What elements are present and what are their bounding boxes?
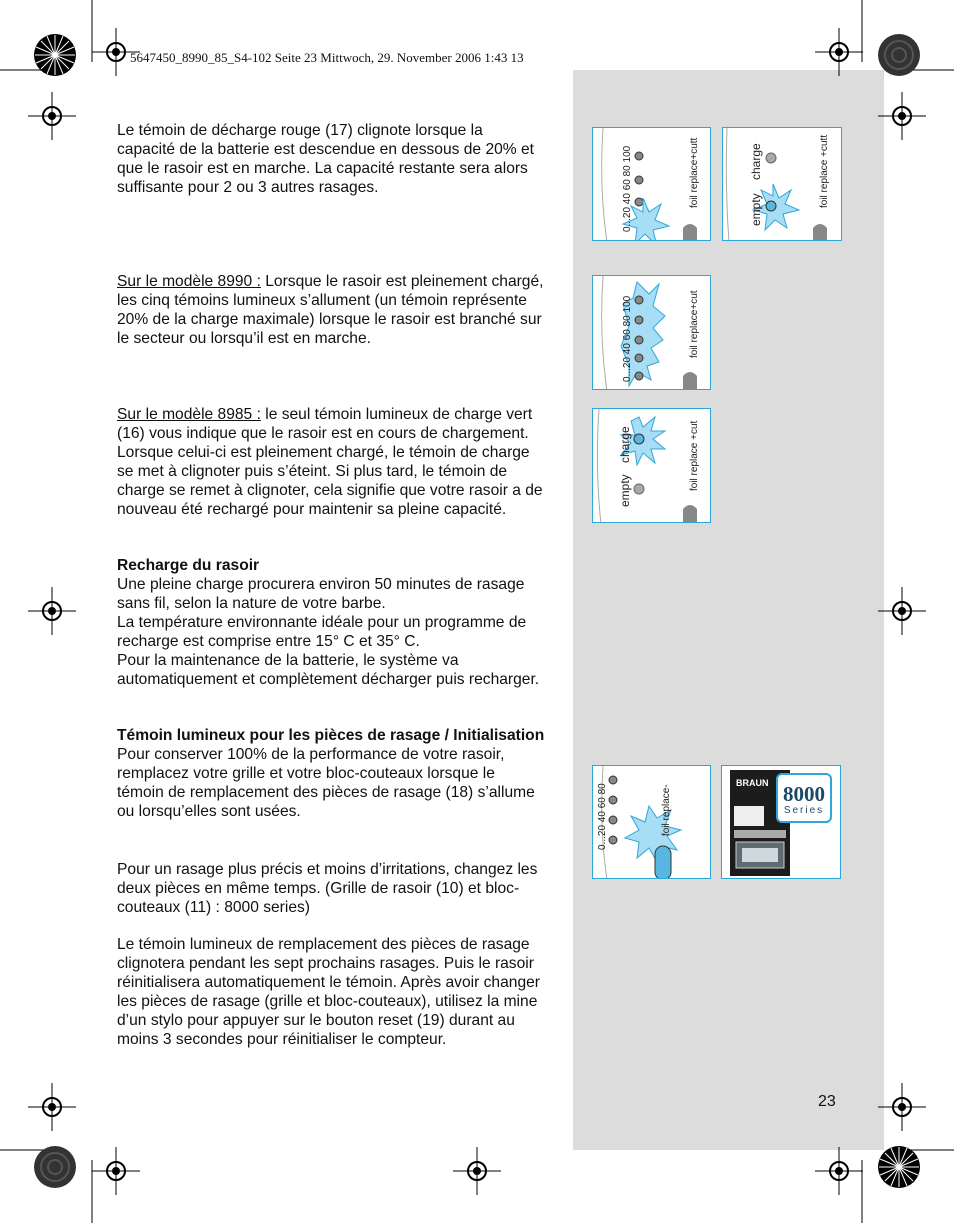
print-info-header: 5647450_8990_85_S4-102 Seite 23 Mittwoch, 29. November 2006 1:43 13 — [130, 50, 524, 65]
paragraph-model-8990: Sur le modèle 8990 : Lorsque le rasoir est pleinement chargé, les cinq témoins lumineux s’allument (un témoin représente 20% de la charge maximale) lorsque le rasoir est branché sur le secteur ou lorsqu’il est en marche. — [117, 273, 544, 347]
section-temoin: Témoin lumineux pour les pièces de rasage / Initialisation Pour conserver 100% de la performance de votre rasoir, remplacez votre grille et votre bloc-couteaux lorsque le témoin de remplacement des pièces de rasage (18) s’allume ou lorsqu’elles sont usées. — [117, 727, 545, 820]
figure-foil-replace: 0...20 40 60 80 foil replace- — [592, 765, 711, 879]
figure-charge-empty-flash: empty charge foil replace +cutt — [722, 127, 842, 241]
page-number: 23 — [818, 1093, 836, 1110]
temoin-heading: Témoin lumineux pour les pièces de rasage / Initialisation — [117, 727, 545, 744]
model-8990-label: Sur le modèle 8990 : — [117, 273, 261, 290]
paragraph-discharge: Le témoin de décharge rouge (17) clignote lorsque la capacité de la batterie est descendue en dessous de 20% et que le rasoir est en marche. La capacité restante sera alors suffisante pour 2 ou 3 autres rasages. — [117, 122, 534, 196]
paragraph-final: Le témoin lumineux de remplacement des pièces de rasage clignotera pendant les sept prochains rasages. Puis le rasoir réinitialisera automatiquement le témoin. Après avoir changer les pièces de rasage (grille et bloc-couteaux), utilisez la mine d’un stylo pour appuyer sur le bouton reset (19) durant au moins 3 secondes pour réinitialiser le compteur. — [117, 936, 540, 1048]
color-target-icon — [33, 1145, 77, 1189]
8000-series-badge: 8000 Series — [776, 773, 832, 823]
section-recharge: Recharge du rasoir Une pleine charge procurera environ 50 minutes de rasage sans fil, selon la nature de votre barbe. La température environnante idéale pour un programme de recharge est comprise entre 15° C et 35° C. Pour la maintenance de la batterie, le système va automatiquement et complètement décharger puis recharger. — [117, 556, 545, 689]
color-target-icon — [877, 1145, 921, 1189]
paragraph-model-8985: Sur le modèle 8985 : le seul témoin lumineux de charge vert (16) vous indique que le rasoir est en cours de chargement. Lorsque celui-ci est pleinement chargé, le témoin de charge se met à clignoter puis s’éteint. Si plus tard, le témoin de charge se remet à clignoter, cela signifie que votre rasoir a de nouveau été rechargé pour maintenir sa pleine capacité. — [117, 406, 543, 518]
figure-charge-lit: empty charge foil replace +cut — [592, 408, 711, 523]
color-target-icon — [33, 33, 77, 77]
recharge-heading: Recharge du rasoir — [117, 557, 260, 574]
color-target-icon — [877, 33, 921, 77]
braun-logo: BRAUN — [736, 778, 769, 788]
figure-led-low-charge: 0...20 40 60 80 100 foil replace+cutt — [592, 127, 711, 241]
figure-led-full-charge: 0...20 40 60 80 100 foil replace+cut — [592, 275, 711, 390]
paragraph-precis: Pour un rasage plus précis et moins d’irritations, changez les deux pièces en même temps. (Grille de rasoir (10) et bloc-couteaux (11) : 8000 series) — [117, 861, 538, 916]
model-8985-label: Sur le modèle 8985 : — [117, 406, 261, 423]
